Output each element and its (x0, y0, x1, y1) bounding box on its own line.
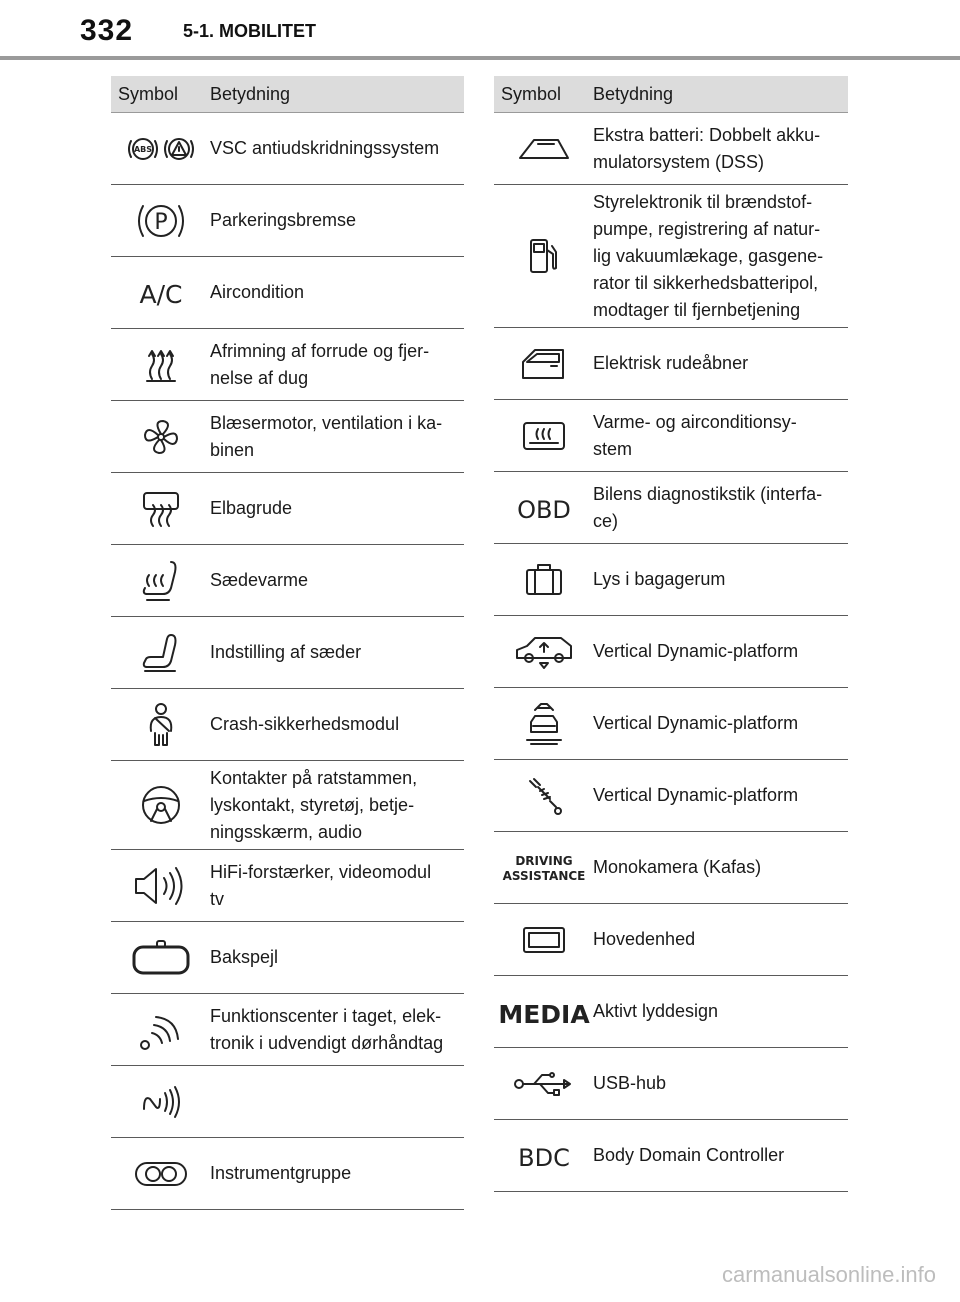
page-number: 332 (80, 14, 134, 47)
row-meaning: Ekstra batteri: Dobbelt akku- mulatorsystem (DSS) (593, 124, 821, 172)
row-meaning: Parkeringsbremse (210, 210, 357, 230)
driving-text: DRIVING (514, 853, 573, 868)
car-lift-icon (494, 700, 593, 748)
seat-heater-icon (111, 558, 210, 604)
row-meaning: Elektrisk rudeåbner (593, 353, 749, 373)
row-meaning: Sædevarme (210, 570, 309, 590)
instrument-cluster-icon (111, 1159, 210, 1189)
table-row (494, 760, 848, 832)
row-meaning: Kontakter på ratstammen, lyskontakt, styretøj, betje- ningsskærm, audio (210, 767, 418, 842)
page-header (0, 0, 960, 62)
row-meaning: Blæsermotor, ventilation i ka- binen (210, 412, 443, 460)
row-meaning: HiFi-forstærker, videomodul tv (210, 861, 432, 909)
row-meaning: Lys i bagagerum (593, 569, 726, 589)
row-meaning: Vertical Dynamic-platform (593, 641, 799, 661)
section-title: 5-1. MOBILITET (183, 21, 317, 41)
assistance-text: ASSISTANCE (502, 868, 585, 883)
table-row (494, 976, 848, 1048)
row-meaning: VSC antiudskridningssystem (210, 138, 440, 158)
climate-control-icon (494, 419, 593, 453)
watermark: carmanualsonline.info (721, 1262, 936, 1287)
table-header (111, 76, 464, 113)
parking-brake-icon (111, 198, 210, 244)
table-row (111, 257, 464, 329)
row-meaning: Body Domain Controller (593, 1145, 785, 1165)
table-row (111, 401, 464, 473)
table-row (111, 1138, 464, 1210)
row-meaning: Indstilling af sæder (210, 642, 362, 662)
row-meaning: Hovedenhed (593, 929, 696, 949)
media-icon (494, 995, 593, 1029)
table-row (494, 904, 848, 976)
car-height-icon (494, 632, 593, 672)
table-row (111, 850, 464, 922)
seatbelt-person-icon (111, 701, 210, 749)
row-meaning: Varme- og airconditionsy- stem (593, 411, 797, 459)
row-meaning: Vertical Dynamic-platform (593, 785, 799, 805)
ac-icon (111, 276, 210, 310)
header-meaning: Betydning (593, 83, 674, 104)
header-symbol: Symbol (501, 83, 562, 104)
extra-battery-icon (494, 134, 593, 164)
shock-absorber-icon (494, 775, 593, 817)
row-meaning: Styrelektronik til brændstof- pumpe, registrering af natur- lig vakuumlækage, gasgene- rator til sikkerhedsbatteripol, modtager til fjernbetjening (593, 191, 824, 320)
table-row (494, 472, 848, 544)
steering-wheel-icon (111, 783, 210, 827)
row-meaning: Elbagrude (210, 498, 293, 518)
car-door-window-icon (494, 346, 593, 382)
table-row (494, 544, 848, 616)
table-row (494, 113, 848, 185)
nfc-icon (111, 1085, 210, 1119)
rear-defrost-icon (111, 490, 210, 528)
row-meaning: Bakspejl (210, 947, 279, 967)
table-row (494, 616, 848, 688)
header-symbol: Symbol (118, 83, 179, 104)
obd-icon-text: OBD (516, 495, 571, 524)
table-row (494, 1048, 848, 1120)
table-row (494, 328, 848, 400)
bdc-icon (494, 1139, 593, 1173)
header-rule (0, 56, 960, 60)
row-meaning: Funktionscenter i taget, elek- tronik i udvendigt dørhåndtag (210, 1005, 444, 1053)
row-meaning: Bilens diagnostikstik (interfa- ce) (593, 483, 823, 531)
windshield-defrost-icon (111, 345, 210, 385)
rearview-mirror-icon (111, 938, 210, 978)
vsc-abs-warning-icon (111, 132, 210, 166)
row-meaning: USB-hub (593, 1073, 667, 1093)
table-row (111, 617, 464, 689)
table-row (111, 185, 464, 257)
table-row (494, 400, 848, 472)
wireless-signal-icon (111, 1007, 210, 1053)
svg-text:ABS: ABS (133, 144, 152, 154)
head-unit-icon (494, 924, 593, 956)
symbol-table-left (111, 76, 464, 1210)
obd-icon (494, 491, 593, 525)
table-row (111, 761, 464, 850)
table-row (111, 994, 464, 1066)
seat-adjust-icon (111, 631, 210, 675)
fan-icon (111, 417, 210, 457)
header-meaning: Betydning (210, 83, 291, 104)
table-row (494, 185, 848, 328)
table-row (111, 113, 464, 185)
row-meaning: Aircondition (210, 282, 305, 302)
table-row (111, 922, 464, 994)
luggage-icon (494, 562, 593, 598)
row-meaning: Crash-sikkerhedsmodul (210, 714, 400, 734)
table-row (494, 1120, 848, 1192)
media-icon-text: MEDIA (497, 999, 590, 1029)
usb-icon (494, 1069, 593, 1099)
driving-assistance-icon (494, 851, 593, 885)
row-meaning: Vertical Dynamic-platform (593, 713, 799, 733)
row-meaning: Monokamera (Kafas) (593, 857, 762, 877)
fuel-pump-icon (494, 236, 593, 276)
table-row (494, 688, 848, 760)
table-row (494, 832, 848, 904)
row-meaning: Aktivt lyddesign (593, 1001, 719, 1021)
table-row (111, 473, 464, 545)
table-row (111, 545, 464, 617)
symbol-table-right (494, 76, 848, 1192)
table-header (494, 76, 848, 113)
speaker-icon (111, 864, 210, 908)
bdc-icon-text: BDC (517, 1143, 570, 1172)
table-row (111, 689, 464, 761)
row-meaning: Instrumentgruppe (210, 1163, 352, 1183)
row-meaning: Afrimning af forrude og fjer- nelse af dug (210, 340, 430, 388)
table-row (111, 329, 464, 401)
table-row (111, 1066, 464, 1138)
ac-icon-text: A/C (139, 279, 182, 309)
svg-text:P: P (153, 209, 168, 235)
